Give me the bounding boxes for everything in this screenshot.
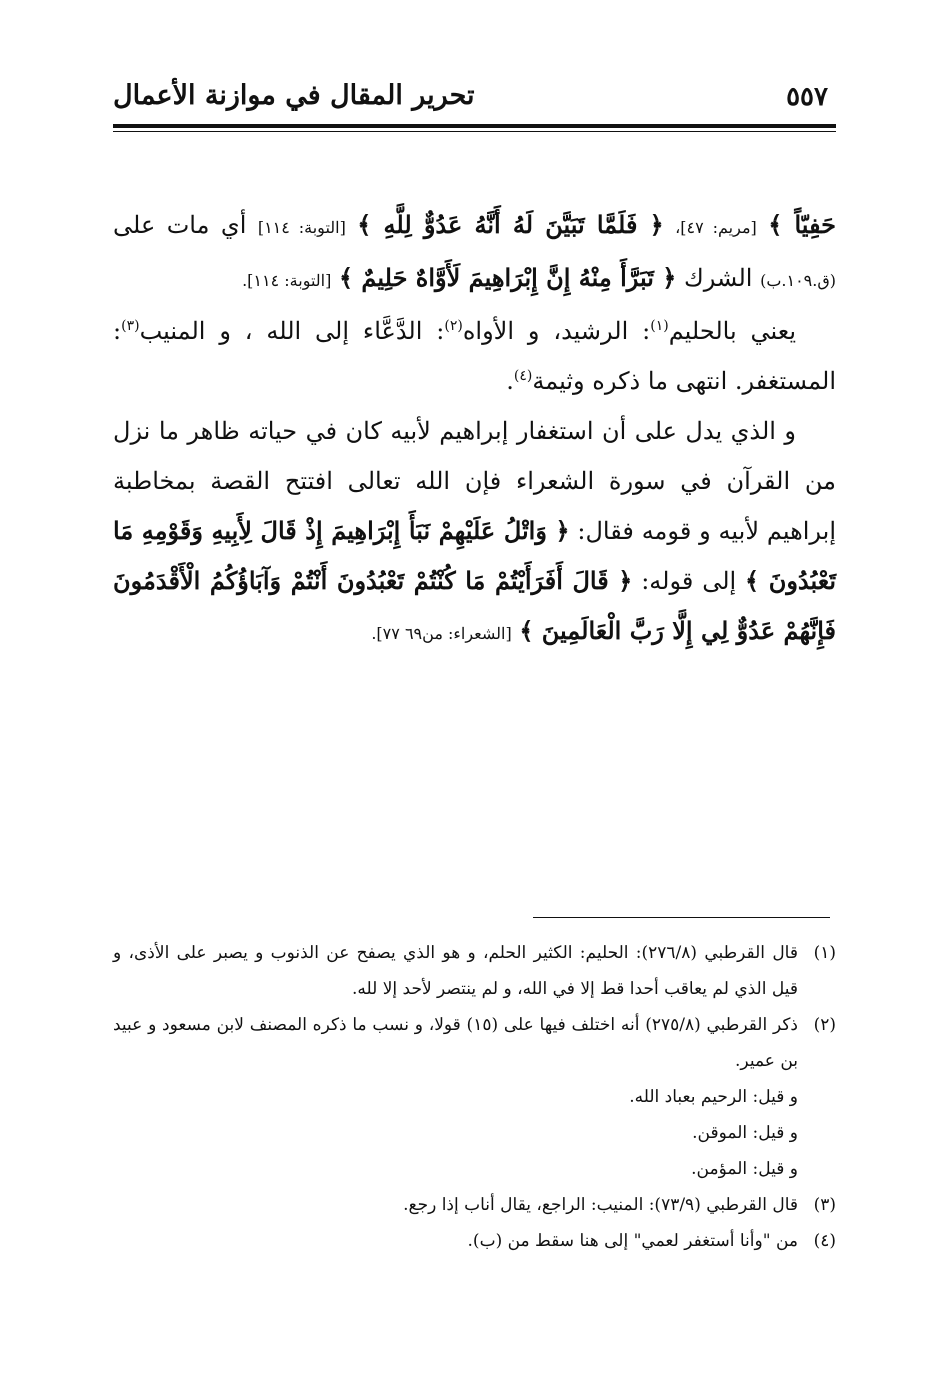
- footnote-2-subline: و قيل: الرحيم بعباد الله.: [629, 1087, 798, 1107]
- verse-reference: [التوبة: ١١٤]: [257, 218, 346, 237]
- footnote-number: (٤): [813, 1231, 836, 1251]
- header-title: تحرير المقال في موازنة الأعمال: [113, 80, 475, 111]
- footnote-1: [113, 935, 836, 1007]
- footnote-number: (٢): [813, 1015, 836, 1035]
- quran-quote: حَفِيّاً ﴾: [768, 210, 836, 239]
- footnote-marker-4[interactable]: (٤): [513, 368, 533, 384]
- body-text-run: أي مات على: [113, 211, 247, 239]
- body-text-run: الشرك: [684, 264, 753, 292]
- manuscript-folio-marker: (ق.١٠٩.ب): [760, 271, 836, 290]
- body-text-run: إلى قوله:: [641, 567, 737, 595]
- quran-quote: ﴿ تَبَرَّأَ مِنْهُ إِنَّ إِبْرَاهِيمَ لَأَوَّاهٌ حَلِيمٌ ﴾: [339, 263, 677, 292]
- quran-quote: ﴿ وَاتْلُ عَلَيْهِمْ نَبَأَ إِبْرَاهِيمَ إِذْ قَالَ لِأَبِيهِ وَقَوْمِهِ مَا تَعْبُدُونَ ﴾: [113, 516, 837, 595]
- footnote-2-subline: و قيل: الموقن.: [692, 1123, 798, 1143]
- footnote-text: من "وأنا أستغفر لعمي" إلى هنا سقط من (ب).: [467, 1231, 798, 1251]
- header-rule-thin: [113, 131, 836, 132]
- footnote-3: [113, 1187, 836, 1223]
- main-text: [113, 200, 836, 659]
- body-text-run: : الدَّعَّاء إلى الله ، و المنيب: [139, 317, 445, 345]
- footnote-text: قال القرطبي (٢٧٦/٨): الحليم: الكثير الحلم، و هو الذي يصفح عن الذنوب و يصبر على الأذى، و قيل الذي لم يعاقب أحدا قط إلا في الله، و لم ينتصر لأحد إلا لله.: [113, 943, 798, 999]
- running-header: [113, 74, 836, 124]
- paragraph-3: [113, 406, 836, 659]
- footnote-number: (٣): [813, 1195, 836, 1215]
- footnote-2: [113, 1007, 836, 1079]
- footnote-marker-3[interactable]: (٣): [121, 318, 140, 334]
- verse-reference: [التوبة: ١١٤].: [242, 271, 332, 290]
- verse-reference: [مريم: ٤٧]،: [675, 218, 757, 237]
- body-text-run: .: [506, 367, 514, 395]
- quran-quote: ﴿ قَالَ أَفَرَأَيْتُمْ مَا كُنْتُمْ تَعْبُدُونَ أَنْتُمْ وَآبَاؤُكُمُ الْأَقْدَمُونَ فَإِنَّهُمْ عَدُوٌّ لِي إِلَّا رَبَّ الْعَالَمِينَ ﴾: [113, 566, 836, 645]
- footnote-marker-2[interactable]: (٢): [444, 318, 463, 334]
- footnote-number: (١): [813, 943, 836, 963]
- paragraph-1: [113, 200, 836, 306]
- body-text-run: و الذي يدل على أن استغفار إبراهيم لأبيه كان في حياته ظاهر ما نزل من القرآن في سورة الشعراء فإن الله تعالى افتتح القصة بمخاطبة إبراهيم لأبيه و قومه فقال:: [113, 417, 836, 545]
- body-text-run: يعني بالحليم: [668, 317, 797, 345]
- verse-reference: [الشعراء: من٦٩ ٧٧].: [371, 624, 512, 643]
- footnote-text: قال القرطبي (٧٣/٩): المنيب: الراجع، يقال أناب إذا رجع.: [403, 1195, 798, 1215]
- footnote-text: ذكر القرطبي (٢٧٥/٨) أنه اختلف فيها على (١٥) قولا، و نسب ما ذكره المصنف لابن مسعود و عبيد بن عمير.: [113, 1015, 798, 1071]
- footnote-separator: [533, 917, 830, 918]
- quran-quote: ﴿ فَلَمَّا تَبَيَّنَ لَهُ أَنَّهُ عَدُوٌّ لِلَّهِ ﴾: [357, 210, 664, 239]
- page-number: ٥٥٧: [786, 82, 828, 112]
- footnote-2-subline: و قيل: المؤمن.: [691, 1159, 798, 1179]
- footnote-4: [113, 1223, 836, 1259]
- header-rule-thick: [113, 124, 836, 128]
- paragraph-2: [113, 306, 836, 406]
- footnote-marker-1[interactable]: (١): [650, 318, 669, 334]
- body-text-run: : الرشيد، و الأواه: [462, 317, 651, 345]
- footnotes: [113, 935, 836, 1259]
- body-text-run: : المستغفر. انتهى ما ذكره وثيمة: [113, 317, 836, 395]
